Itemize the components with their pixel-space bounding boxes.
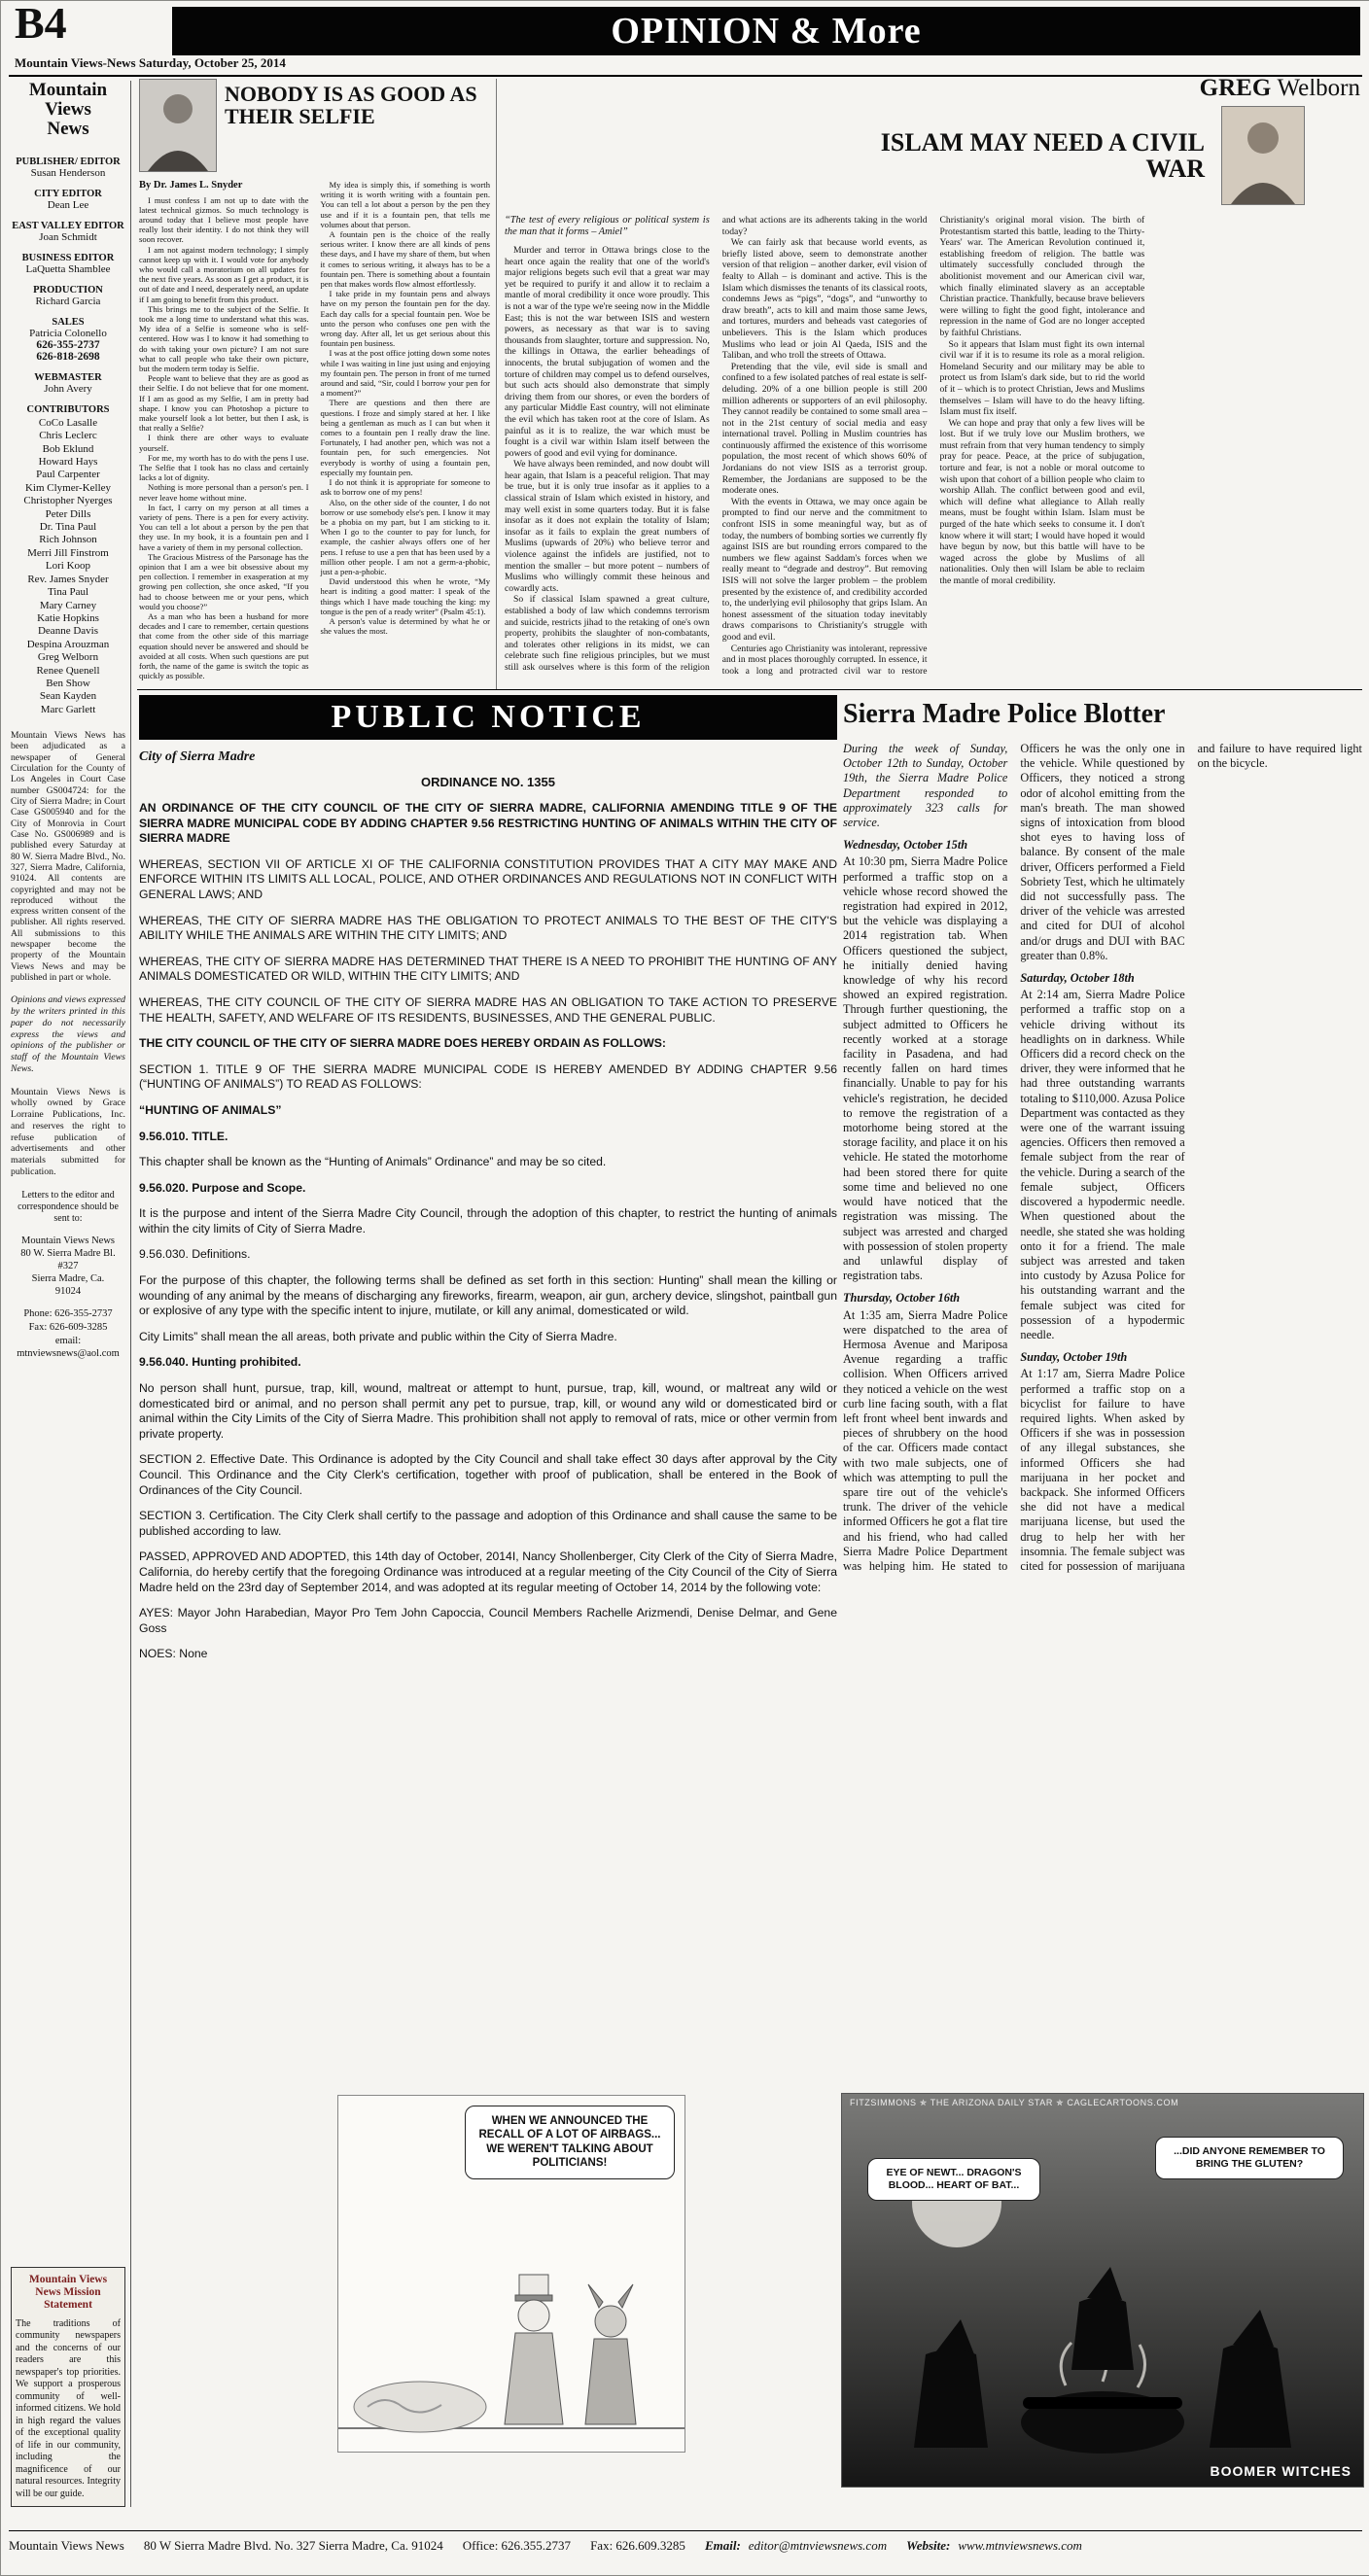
cartoon-caption: BOOMER WITCHES xyxy=(1210,2463,1351,2479)
contributors-list xyxy=(11,417,125,716)
ordinance-paragraph: No person shall hunt, pursue, trap, kill, wound, maltreat or attempt to hunt, pursue, trap, kill, wound, or maltreat any wild or domesticated bird or animal, and no person shall permit any pet to pursue, trap, kill, or wound any wild or domesticated bird or animal within the City Limits of the City of Sierra Madre. This prohibition shall not apply to removal of rats, mice or other vermin from private property. xyxy=(139,1381,837,1441)
author-first-name: GREG xyxy=(1199,79,1278,101)
author-last-name: Welborn xyxy=(1277,79,1360,101)
masthead-title-line: Mountain xyxy=(28,81,108,100)
contributor-name: Greg Welborn xyxy=(37,651,99,664)
police-blotter-title: Sierra Madre Police Blotter xyxy=(843,699,1166,729)
donkey-head xyxy=(595,2306,626,2337)
selfie-paragraph: I must confess I am not up to date with the latest technical gizmos. So much technology is around today that I believe most people have really lost their identity. I do not think they will soon recover. xyxy=(139,194,309,245)
contributor-name: Renee Quenell xyxy=(36,664,100,677)
selfie-paragraph: I was at the post office jotting down some notes while I was waiting in line just using and enjoying my fountain pen. The person in front of me turned around and said, “Sir, could I borrow your pen for a moment?” xyxy=(320,348,490,399)
selfie-paragraph: I take pride in my fountain pens and always have on my person the fountain pen for the day. Each day calls for a special fountain pen. Woe be unto the person who confuses one pen with the wrong day. After all, let us get serious about this fountain pen business. xyxy=(320,289,490,349)
witch-silhouette xyxy=(914,2350,988,2448)
contributor-name: Merri Jill Finstrom xyxy=(27,546,109,559)
uncle-sam-body xyxy=(505,2333,563,2424)
blotter-paragraph: Sunday, October 19th xyxy=(1020,1350,1128,1365)
ordinance-paragraph: 9.56.040. Hunting prohibited. xyxy=(139,1355,301,1370)
deflated-airbag-shape xyxy=(354,2382,486,2432)
contributor-name: Dr. Tina Paul xyxy=(39,521,97,534)
ordinance-paragraph: This chapter shall be known as the “Hunting of Animals” Ordinance” and may be so cited. xyxy=(139,1155,607,1169)
speech-bubble: EYE OF NEWT... DRAGON'S BLOOD... HEART OF BAT... xyxy=(867,2158,1040,2201)
welborn-paragraph: Centuries ago Christianity was intolerant, repressive and in most places thoroughly corrupted. In essence, it took a long and protracted civil war to restore Christianity's original moral vision. The birth of Protestantism started this battle, leading to the Thirty-Years' war. The American Revolution continued it, establishing freedom of religion. The battle was ultimately successfully concluded through the abolitionist movement and our American civil war, which finally eliminated slavery as an acceptable Christian practice. Thankfully, because brave believers were willing to fight the good fight, intolerance and repression in the name of God are no longer accepted by faithful Christians. xyxy=(721,215,1145,677)
welborn-headline: ISLAM MAY NEED A CIVIL WAR xyxy=(880,127,1205,183)
selfie-byline: By Dr. James L. Snyder xyxy=(139,180,243,191)
adjudication-text: Mountain Views News has been adjudicated as a newspaper of General Circulation for the County of Los Angeles in Court Case number GS004724: for the City of Sierra Madre; in Court Case GS005940 and for the City of Monrovia in Court Case No. GS006989 and is published every Saturday at 80 W. Sierra Madre Blvd., No. 327, Sierra Madre, California, 91024. All contents are copyrighted and may not be reproduced without the express written consent of the publisher. All rights reserved. All submissions to this newspaper become the property of the Mountain Views News and may be published in part or whole. xyxy=(11,730,125,984)
selfie-paragraph: As a man who has been a husband for more decades and I care to remember, certain questions that come from the other side of this marriage equation should never be answered and should be avoided at all costs. When such questions are put forth, the name of the game is switch the topic as quickly as possible. xyxy=(139,611,309,681)
ordinance-paragraph: PASSED, APPROVED AND ADOPTED, this 14th day of October, 2014I, Nancy Shollenberger, City Clerk of the City of Sierra Madre, California, do hereby certify that the foregoing Ordinance was introduced at a regular meeting of the City Council of the City of Sierra Madre held on the 23rd day of September 2014, and was adopted at its regular meeting of October 14, 2014 by the following vote: xyxy=(139,1549,837,1594)
ordinance-paragraph: SECTION 2. Effective Date. This Ordinance is adopted by the City Council and shall take effect 30 days after approval by the City Council. This Ordinance and the City Clerk's certification, together with proof of publication, shall be entered in the Book of Ordinances of the City Council. xyxy=(139,1452,837,1497)
selfie-paragraph: I think there are other ways to evaluate yourself. xyxy=(139,433,309,453)
selfie-paragraph: Also, on the other side of the counter, I do not borrow or use somebody else's pen. I know it may be a phobia on my part, but I am sticking to it. When I go to the counter to pay for lunch, for example, the cashier always offers one of her pens. I refuse to use a pen that has been used by a million other people. I am not a germ-a-phobic, just a pen-a-phobic. xyxy=(320,497,490,576)
witch-silhouette xyxy=(1071,2297,1134,2370)
header-rule xyxy=(9,75,1362,77)
ordinance-paragraph: SECTION 3. Certification. The City Clerk shall certify to the passage and adoption of this Ordinance and shall cause the same to be published according to law. xyxy=(139,1509,837,1538)
blotter-paragraph: During the week of Sunday, October 12th to Sunday, October 19th, the Sierra Madre Police Department responded to approximately 323 calls for service. xyxy=(843,742,1008,830)
page-footer xyxy=(9,2530,1362,2554)
blotter-paragraph: Thursday, October 16th xyxy=(843,1291,961,1305)
contributor-name: Despina Arouzman xyxy=(26,638,110,650)
portrait-silhouette-icon xyxy=(1222,107,1304,204)
municipality-name: City of Sierra Madre xyxy=(139,749,256,764)
footer-website: www.mtnviewsnews.com xyxy=(958,2538,1082,2553)
selfie-article xyxy=(139,79,497,689)
welborn-author-photo xyxy=(1221,106,1305,205)
public-notice-title: PUBLIC NOTICE xyxy=(331,699,646,735)
contributor-name: Kim Clymer-Kelley xyxy=(24,481,112,494)
blotter-paragraph: At 1:35 am, Sierra Madre Police were dispatched to the area of Hermosa Avenue and Mariposa Avenue regarding a traffic collision. When Officers arrived they noticed a vehicle on the west curb line facing south, with a flat left front wheel bent inwards and pieces of shrubbery on the hood of the car. Officers made contact with two male subjects, one of which was attempting to pull the spare tire out of the vehicle's trunk. The driver of the vehicle informed Officers he got a flat tire and his friend, who had called Sierra Madre Police Department was helping him. He stated to Officers he was the only one in the vehicle. While questioned by Officers, they noticed a strong odor of alcohol emitting from the man's breath. The man showed signs of intoxication from blood shot eyes to having loss of balance. By consent of the male driver, Officers performed a Field Sobriety Test, which he ultimately did not successfully pass. The driver of the vehicle was arrested and cited for DUI of alcohol and/or drugs and DUI with BAC greater than 0.8%. xyxy=(843,742,1185,1573)
selfie-paragraph: The Gracious Mistress of the Parsonage has the opinion that I am a wee bit obsessive about my pen collection. I remember in exasperation at my growing pen collection, she once asked, “If you had to choose between me or your pens, which would you choose?” xyxy=(139,551,309,611)
ordinance-paragraph: WHEREAS, THE CITY OF SIERRA MADRE HAS THE OBLIGATION TO PROTECT ANIMALS TO THE BEST OF THE CITY'S ABILITY WHILE THE ANIMALS ARE WITHIN THE CITY LIMITS; AND xyxy=(139,913,837,943)
ordinance-paragraph: NOES: None xyxy=(139,1647,208,1661)
blotter-paragraph: At 10:30 pm, Sierra Madre Police performed a traffic stop on a vehicle whose record showed the registration had expired in 2012, but the vehicle was displaying a 2014 registration tab. When Officers questioned the subject, he initially denied having knowledge of why his record showed an expired registration. Through further questioning, the subject admitted to Officers he recently worked at a storage facility in Pasadena, and had recently fallen on hard times financially. Unable to pay for his vehicle's registration, he decided to remove the registration of a motorhome being stored at the storage facility, and place it on his vehicle. He stated the motorhome had been stored there for quite some time and believed no one would have noticed that the registration was missing. The subject was arrested and charged with possession of stolen property and unlawful display of registration tabs. xyxy=(843,854,1008,1283)
selfie-paragraph: David understood this when he wrote, “My heart is inditing a good matter: I speak of the things which I have made touching the king: my tongue is the pen of a ready writer” (Psalm 45:1). xyxy=(320,576,490,616)
staff-entry: Susan Henderson xyxy=(30,166,106,179)
footer-fax: Fax: 626.609.3285 xyxy=(590,2538,685,2553)
selfie-paragraph: I am not against modern technology; I simply cannot keep up with it. I would vote for anybody who would call a moratorium on all updates for the next five years. As soon as I get a product, it is out of date and I need, desperately need, an update if I am going to benefit from this product. xyxy=(139,244,309,304)
contributor-name: Bob Eklund xyxy=(42,442,94,455)
mid-rule xyxy=(137,689,1362,690)
section-title: OPINION & More xyxy=(611,11,922,52)
police-blotter-body xyxy=(843,742,1362,1578)
letters-note: Letters to the editor and correspondence should be sent to: xyxy=(18,1189,119,1224)
welborn-paragraph: We can hope and pray that only a few lives will be lost. But if we truly love our Muslim brothers, we must refrain from that very human tendency to simply pray for peace. Peace, at the price of subjugation, torture and fear, is not a noble or moral outcome to wish upon that cohort of a billion people who claim to worship Allah. The conflict between good and evil, which will define what allegiance to Allah really means, must be fought within Islam. Islam must be purged of the hate which seeks to consume it. I don't know where it will start; I would have hoped it would have begun by now, but this battle will have to be waged across the globe by Muslims of all nationalities. Only then will Islam be able to reclaim the mantle of moral credibility. xyxy=(939,417,1145,586)
ordinance-paragraph: WHEREAS, SECTION VII OF ARTICLE XI OF THE CALIFORNIA CONSTITUTION PROVIDES THAT A CITY MAY MAKE AND ENFORCE WITHIN ITS LIMITS ALL LOCAL, POLICE, AND OTHER ORDINANCES AND REGULATIONS NOT IN CONFLICT WITH GENERAL LAWS; AND xyxy=(139,856,837,901)
staff-entry: Dean Lee xyxy=(47,198,89,211)
ordinance-text xyxy=(139,801,837,1662)
cartoon-credit-line: FITZSIMMONS ✯ THE ARIZONA DAILY STAR ✯ CAGLECARTOONS.COM xyxy=(850,2098,1179,2107)
staff-entry: BUSINESS EDITOR xyxy=(21,252,115,263)
contributor-name: Sean Kayden xyxy=(39,690,97,703)
uncle-sam-head xyxy=(518,2300,549,2331)
contributor-name: Mary Carney xyxy=(39,599,97,611)
public-notice xyxy=(139,695,837,2075)
welborn-paragraph: So it appears that Islam must fight its own internal civil war if it is to resume its role as a moral religion. Homeland Security and our military may be able to protect us from Islam's dark side, but to rid the world of it – which is to protect Christian, Jews and Muslims themselves – Islam will have to do the heavy lifting. Islam must fix itself. xyxy=(939,338,1145,418)
ordinance-paragraph: WHEREAS, THE CITY COUNCIL OF THE CITY OF SIERRA MADRE HAS AN OBLIGATION TO TAKE ACTION TO PRESERVE THE HEALTH, SAFETY, AND WELFARE OF ITS RESIDENTS, BUSINESSES, AND THE GENERAL PUBLIC. xyxy=(139,994,837,1025)
editorial-cartoon-airbags xyxy=(337,2095,685,2453)
ordinance-paragraph: “HUNTING OF ANIMALS” xyxy=(139,1102,282,1117)
ordinance-paragraph: 9.56.010. TITLE. xyxy=(139,1129,228,1143)
welborn-article xyxy=(505,79,1362,689)
contributor-name: Ben Show xyxy=(46,677,90,689)
staff-entry: PUBLISHER/ EDITOR xyxy=(16,156,121,167)
contributor-name: Deanne Davis xyxy=(37,625,98,638)
ordinance-paragraph: SECTION 1. TITLE 9 OF THE SIERRA MADRE MUNICIPAL CODE IS HEREBY AMENDED BY ADDING CHAPTER 9.56 (“HUNTING OF ANIMALS”) TO READ AS FOLLOWS: xyxy=(139,1062,837,1092)
blotter-paragraph: Wednesday, October 15th xyxy=(843,838,968,853)
portrait-silhouette-icon xyxy=(140,80,216,171)
staff-entry: 626-818-2698 xyxy=(36,350,100,363)
ordinance-paragraph: WHEREAS, THE CITY OF SIERRA MADRE HAS DETERMINED THAT THERE IS A NEED TO PROHIBIT THE HUNTING OF ANY ANIMALS DOMESTICATED OR WILD, WITHIN THE CITY LIMITS; AND xyxy=(139,954,837,984)
staff-entry: SALES xyxy=(52,316,85,328)
contributor-name: CoCo Lasalle xyxy=(38,416,98,429)
welborn-paragraph: With the events in Ottawa, we may once again be prompted to find our nerve and the commitment to confront ISIS in some meaningful way, but as of today, the numbers of bombing sorties we currently fly against ISIS are but rounding errors compared to the numbers we flew against Saddam's forces when we really meant to “degrade and destroy”. But removing ISIS will not solve the larger problem – the problem presented by the existence of, and credibility accorded to, the underlying evil philosophy that grips Islam. An honest assessment of the situation today inevitably draws comparisons to Christianity's struggle with good and evil. xyxy=(721,496,928,643)
witch-hat-icon xyxy=(935,2319,974,2354)
editorial-cartoon-boomer-witches xyxy=(841,2093,1364,2488)
donkey-ear xyxy=(618,2284,633,2308)
contributor-name: Marc Garlett xyxy=(40,703,96,715)
selfie-paragraph: There are questions and then there are questions. I froze and simply stared at her. I like being a gentleman as much as I can but when it comes to a fountain pen I really draw the line. Fortunately, I had another pen, which was not a fountain pen, for such emergencies. Not everybody is worthy of using a fountain pen, especially my fountain pen. xyxy=(320,398,490,477)
footer-email-label: Email: xyxy=(704,2538,741,2553)
masthead-sidebar xyxy=(9,81,131,2507)
masthead-title-line: Views xyxy=(45,98,91,120)
blotter-paragraph: At 1:17 am, Sierra Madre Police performed a traffic stop on a bicyclist for failure to have required lights. When asked by Officers if she was in possession of any illegal substances, she informed Officers she had marijuana in her pocket and backpack. She informed Officers she did not have a medical marijuana license, but used the drug to help her with her insomnia. The female subject was cited for possession of marijuana and failure to have required light on the bicycle. xyxy=(1020,742,1362,1573)
contributor-name: Paul Carpenter xyxy=(36,469,100,481)
dateline: Mountain Views-News Saturday, October 25, 2014 xyxy=(15,55,286,70)
contributor-name: Rich Johnson xyxy=(39,534,97,546)
contributor-name: Howard Hays xyxy=(38,456,98,469)
donkey-body xyxy=(585,2339,636,2424)
ordinance-paragraph: THE CITY COUNCIL OF THE CITY OF SIERRA MADRE DOES HEREBY ORDAIN AS FOLLOWS: xyxy=(139,1036,666,1051)
staff-entry: Patricia Colonello xyxy=(29,327,107,339)
address-line: #327 xyxy=(57,1260,79,1271)
contact-info xyxy=(11,1307,125,1361)
selfie-article-body xyxy=(139,180,490,681)
mission-heading: Mountain Views News Mission Statement xyxy=(28,2273,108,2312)
contact-line: email: xyxy=(54,1335,82,1346)
staff-entry: PRODUCTION xyxy=(33,284,103,296)
welborn-author-line xyxy=(1200,79,1360,102)
ordinance-paragraph: AYES: Mayor John Harabedian, Mayor Pro Tem John Capoccia, Council Members Rachelle Arizmendi, Denise Delmar, and Gene Goss xyxy=(139,1606,837,1635)
staff-list xyxy=(11,147,125,415)
public-notice-banner xyxy=(139,695,837,740)
cartoon-figures-drawing xyxy=(338,2199,684,2452)
ownership-text: Mountain Views News is wholly owned by Grace Lorraine Publications, Inc. and reserves the right to refuse publication of advertisements and other materials submitted for publication. xyxy=(11,1086,125,1177)
selfie-headline: NOBODY IS AS GOOD AS THEIR SELFIE xyxy=(225,82,477,129)
ordinance-paragraph: AN ORDINANCE OF THE CITY COUNCIL OF THE CITY OF SIERRA MADRE, CALIFORNIA AMENDING TITLE 9 OF THE SIERRA MADRE MUNICIPAL CODE BY ADDING CHAPTER 9.56 RESTRICTING HUNTING OF ANIMALS WITHIN THE CITY OF SIERRA MADRE xyxy=(139,801,837,846)
police-blotter xyxy=(843,697,1362,2087)
staff-entry: Joan Schmidt xyxy=(39,230,97,243)
selfie-paragraph: I do not think it is appropriate for someone to ask to borrow one of my pens! xyxy=(320,477,490,498)
welborn-paragraph: So if classical Islam spawned a great culture, established a body of law which condemns terrorism and suicide, restricts jihad to the retaking of one's own property, prohibits the slaughter of non-combatants, and tolerates other religions in its midst, we can celebrate such fine religious principles, but we must still ask ourselves where is this form of the religion and what actions are its adherents taking in the world today? xyxy=(505,215,928,673)
welborn-paragraph: Murder and terror in Ottawa brings close to the heart once again the reality that one of the world's major religions begets such evil that a great war may yet be required to purify it and allow it to reclaim a mantle of moral credibility it once wore proudly. This is not a war of the type we're seeing now in the Middle East; this is not the war between ISIS and western powers, as necessary as that war is to saving thousands from slaughter, torture and suppression. No, the killings in Ottawa, the earlier beheadings of innocents, the brutal subjugation of women and the torture of children may compel us to defend ourselves, but such acts should also demonstrate that simply driving them from our shores, or even the borders of any particular Middle East country, will not eliminate the evil which has taken root at the core of Islam. As painful as it is to realize, the war which must be fought is a civil war within Islam itself between the powers of good and evil vying for dominance. xyxy=(505,245,710,459)
ordinance-paragraph: 9.56.020. Purpose and Scope. xyxy=(139,1180,306,1195)
welborn-paragraph: We have always been reminded, and now doubt will hear again, that Islam is a peaceful religion. That may be true, but it is only true insofar as it applies to a classical strain of Islam which existed in history, and may well exist in some quarters today. But it is false insofar as it does not explain the totality of Islam; insofar as it fails to explain the great numbers of Muslims (upwards of 20%) who believe terror and violence against the infidels are justified, not to mention the smaller – but more potent – numbers of Muslims who willingly commit these heinous and cowardly acts. xyxy=(505,459,710,594)
selfie-paragraph: In fact, I carry on my person at all times a variety of pens. There is a pen for every activity. You can tell a lot about a person by the pen that they use. In my book, it is a fountain pen and I have a variety of them in my personal collection. xyxy=(139,502,309,552)
staff-entry: Richard Garcia xyxy=(35,295,101,307)
selfie-paragraph: A fountain pen is the choice of the really serious writer. I know there are all kinds of pens these days, and I have my share of them, but when it comes to serious writing, it always has to be a fountain pen. There is something about a fountain pen that makes words flow almost effortlessly. xyxy=(320,229,490,290)
ordinance-paragraph: For the purpose of this chapter, the following terms shall be defined as set forth in this section: Hunting” shall mean the killing or wounding of any animal by the means of discharging any fireworks, firearm, weapon, air gun, archery device, slingshot, paintball gun or explosive of any type with the specific intent to injure, mutilate, or kill any animal, domesticated or wild. xyxy=(139,1273,837,1318)
welborn-article-body xyxy=(505,215,1362,687)
selfie-paragraph: Nothing is more personal than a person's pen. I never leave home without mine. xyxy=(139,482,309,503)
donkey-ear xyxy=(588,2284,603,2308)
ordinance-number: ORDINANCE NO. 1355 xyxy=(421,775,555,789)
contact-line: Fax: 626-609-3285 xyxy=(28,1321,108,1333)
mission-statement-box xyxy=(11,2267,125,2507)
speech-bubble: WHEN WE ANNOUNCED THE RECALL OF A LOT OF AIRBAGS... WE WEREN'T TALKING ABOUT POLITICIANS! xyxy=(465,2106,675,2179)
welborn-epigraph: “The test of every religious or political system is the man that it forms – Amiel” xyxy=(505,215,710,237)
masthead-title-line: News xyxy=(47,118,89,139)
contributor-name: Rev. James Snyder xyxy=(27,573,109,585)
staff-entry: CONTRIBUTORS xyxy=(26,403,110,415)
contributor-name: Chris Leclerc xyxy=(39,430,97,442)
selfie-paragraph: For me, my worth has to do with the pens I use. The Selfie that I took has no class and certainly lacks a lot of dignity. xyxy=(139,452,309,483)
address-line: 80 W. Sierra Madre Bl. xyxy=(20,1247,116,1259)
witch-silhouette xyxy=(1210,2343,1291,2448)
staff-entry: John Avery xyxy=(44,382,92,395)
contributor-name: Katie Hopkins xyxy=(37,611,99,624)
footer-address: 80 W Sierra Madre Blvd. No. 327 Sierra Madre, Ca. 91024 xyxy=(143,2538,443,2553)
mission-body: The traditions of community newspapers and the concerns of our readers are this newspaper's top priorities. We support a prosperous community of well-informed citizens. We hold in high regard the values of the exceptional quality of life in our community, including the magnificence of our natural resources. Integrity will be our guide. xyxy=(16,2317,121,2499)
contributor-name: Lori Koop xyxy=(45,560,91,573)
contributor-name: Tina Paul xyxy=(47,586,89,599)
contact-line: Phone: 626-355-2737 xyxy=(23,1308,113,1320)
witch-hat-icon xyxy=(1087,2267,1122,2300)
contact-line: mtnviewsnews@aol.com xyxy=(17,1348,120,1360)
contributor-name: Peter Dills xyxy=(45,507,91,520)
snyder-author-photo xyxy=(139,79,217,172)
welborn-paragraph: We can fairly ask that because world events, as briefly listed above, seem to demonstrate another version of that religion – another darker, evil vision of fealty to Allah – is dominant and active. This is the Islam which dismisses the tenants of its classical roots, condemns Jews as “pigs”, “dogs”, and “unworthy to draw breath”, acts to kill and maim those same Jews, and tortures, murders and beheads vast categories of unbelievers. This is the Islam which produces Muslims who lead or join Al Qaeda, ISIS and the Taliban, and who troll the streets of Ottawa. xyxy=(721,237,928,362)
mailing-address xyxy=(11,1235,125,1299)
staff-entry: WEBMASTER xyxy=(34,371,102,383)
selfie-paragraph: A person's value is determined by what he or she values the most. xyxy=(320,615,490,637)
footer-email: editor@mtnviewsnews.com xyxy=(748,2538,888,2553)
staff-entry: CITY EDITOR xyxy=(34,188,102,199)
ordinance-paragraph: It is the purpose and intent of the Sierra Madre City Council, through the adoption of this chapter, to restrict the hunting of animals within the city limits of City of Sierra Madre. xyxy=(139,1206,837,1236)
footer-paper-name: Mountain Views News xyxy=(9,2538,124,2553)
witch-hat-icon xyxy=(1233,2310,1274,2347)
footer-office-phone: Office: 626.355.2737 xyxy=(462,2538,572,2553)
selfie-paragraph: This brings me to the subject of the Selfie. It took me a long time to understand what this was. My idea of a Selfie is someone who is self-centered. How was I to know it had something to do with taking your own picture? I am not sure what to call people who take their own picture, but the modern term today is Selfie. xyxy=(139,303,309,373)
address-line: Sierra Madre, Ca. xyxy=(31,1272,105,1284)
staff-entry: EAST VALLEY EDITOR xyxy=(12,220,124,231)
selfie-paragraph: My idea is simply this, if something is worth writing it is worth writing with a fountain pen. You can tell a lot about a person by the pen they use and if it is a fountain pen, that tells me volumes about that person. xyxy=(320,180,490,229)
masthead-title xyxy=(11,81,125,139)
uncle-sam-hat-icon xyxy=(519,2275,548,2298)
contributor-name: Christopher Nyerges xyxy=(23,495,113,507)
opinions-disclaimer: Opinions and views expressed by the writers printed in this paper do not necessarily express the views and opinions of the publisher or staff of the Mountain Views News. xyxy=(11,994,125,1074)
blotter-paragraph: At 2:14 am, Sierra Madre Police performed a traffic stop on a vehicle driving without its headlights on in darkness. While Officers did a record check on the driver, they were informed that he had three outstanding warrants totaling to $110,000. Azusa Police Department was contacted as they were one of the warrant issuing agencies. Officers then removed a female subject from the rear of the vehicle. During a search of the female subject, Officers discovered a hypodermic needle. When questioned about the needle, she stated she was holding onto it for a friend. The male subject was arrested and taken into custody by Azusa Police for his outstanding warrant and the female subject was cited for possession of a hypodermic needle. xyxy=(1020,988,1185,1341)
welborn-paragraph: Pretending that the vile, evil side is small and confined to a few isolated patches of real estate is self-deluding. 20% of a one billion people is still 200 million adherents or supporters of an evil philosophy. They cannot readily be contained to some small area – not in the 21st century of social media and easy international travel. Polling in Muslim countries has continuously affirmed the existence of this worrisome population, the most recent of which shows 60% of Jordanians do not view ISIS as a terrorist group. Remember, the Jordanians are supposed to be the moderate ones. xyxy=(721,361,928,497)
ordinance-paragraph: 9.56.030. Definitions. xyxy=(139,1247,251,1262)
selfie-article-header xyxy=(139,79,490,172)
page-number: B4 xyxy=(15,0,67,48)
address-line: 91024 xyxy=(54,1286,82,1298)
ordinance-paragraph: City Limits” shall mean the all areas, both private and public within the City of Sierra Madre. xyxy=(139,1329,617,1343)
footer-website-label: Website: xyxy=(906,2538,951,2553)
speech-bubble: ...DID ANYONE REMEMBER TO BRING THE GLUTEN? xyxy=(1155,2137,1344,2179)
selfie-paragraph: People want to believe that they are as good as their Selfie. I do not believe that for one moment. If I am as good as my Selfie, I am in pretty bad shape. I know you can Photoshop a picture to make yourself look a lot better, but then I ask, is that really a Selfie? xyxy=(139,373,309,434)
address-line: Mountain Views News xyxy=(20,1235,115,1246)
section-banner xyxy=(172,7,1360,55)
blotter-paragraph: Saturday, October 18th xyxy=(1020,971,1135,986)
staff-entry: LaQuetta Shamblee xyxy=(25,262,111,275)
staff-entry: 626-355-2737 xyxy=(36,338,100,351)
